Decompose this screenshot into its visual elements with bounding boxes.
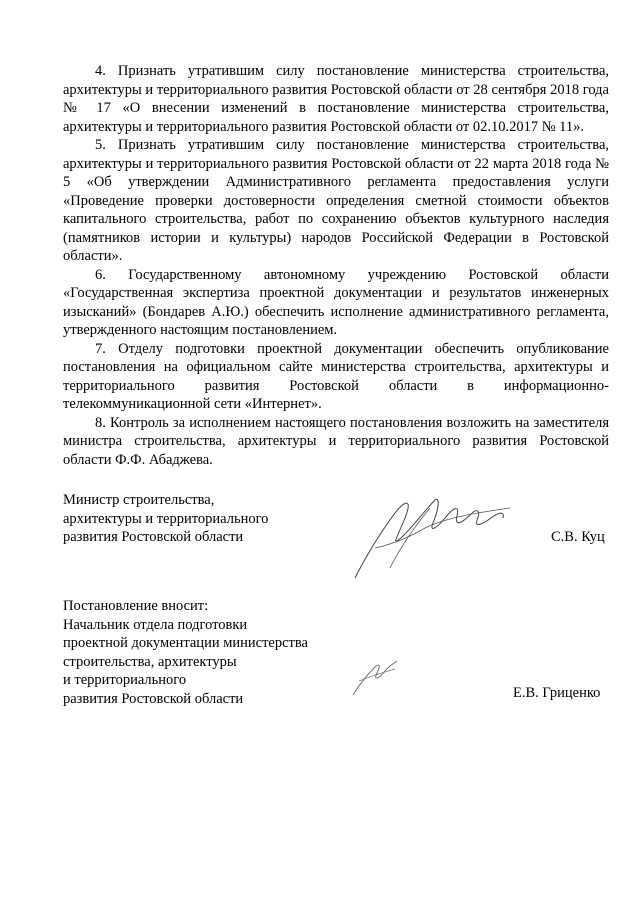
paragraph-7: 7. Отделу подготовки проектной документации обеспечить опубликование постановления на официальном сайте министерства строительства, архитектуры и территориального развития Ростовской области в информационно-телекоммуникационной сети «Интернет».: [63, 340, 609, 412]
paragraph-6: 6. Государственному автономному учреждению Ростовской области «Государственная экспертиза проектной документации и результатов инженерных изысканий» (Бондарев А.Ю.) обеспечить исполнение административного регламента, утвержденного настоящим постановлением.: [63, 266, 609, 338]
minister-title-line: архитектуры и территориального: [63, 510, 269, 527]
submitter-title-line: проектной документации министерства: [63, 635, 308, 651]
minister-title: [63, 491, 268, 547]
submitter-title: [63, 597, 308, 708]
paragraph-5: 5. Признать утратившим силу постановление министерства строительства, архитектуры и территориального развития Ростовской области от 22 марта 2018 года № 5 «Об утверждении Административного регламента предоставления услуги «Проведение проверки достоверности определения сметной стоимости объектов капитального строительства, работ по сохранению объектов культурного наследия (памятников истории и культуры) народов Российской Федерации в Ростовской области».: [63, 137, 609, 264]
paragraph-4: 4. Признать утратившим силу постановление министерства строительства, архитектуры и территориального развития Ростовской области от 28 сентября 2018 года № 17 «О внесении изменений в постановление министерства строительства, архитектуры и территориального развития Ростовской области от 02.10.2017 № 11».: [63, 63, 609, 135]
minister-title-line: Министр строительства,: [63, 492, 215, 508]
submitter-name: Е.В. Гриценко: [513, 685, 601, 701]
document-body: [63, 62, 609, 469]
submitter-title-line: и территориального: [63, 672, 187, 688]
minister-name: С.В. Куц: [551, 529, 605, 545]
submitter-title-line: строительства, архитектуры: [63, 653, 237, 670]
submitter-title-line: Постановление вносит:: [63, 598, 209, 614]
submitter-title-line: развития Ростовской области: [63, 690, 244, 707]
submitter-signature: [345, 655, 405, 700]
submitter-title-line: Начальник отдела подготовки: [63, 616, 248, 633]
paragraph-8: 8. Контроль за исполнением настоящего постановления возложить на заместителя министра строительства, архитектуры и территориального развития Ростовской области Ф.Ф. Абаджева.: [63, 414, 609, 468]
minister-title-line: развития Ростовской области: [63, 529, 244, 545]
minister-signature: [335, 478, 535, 588]
